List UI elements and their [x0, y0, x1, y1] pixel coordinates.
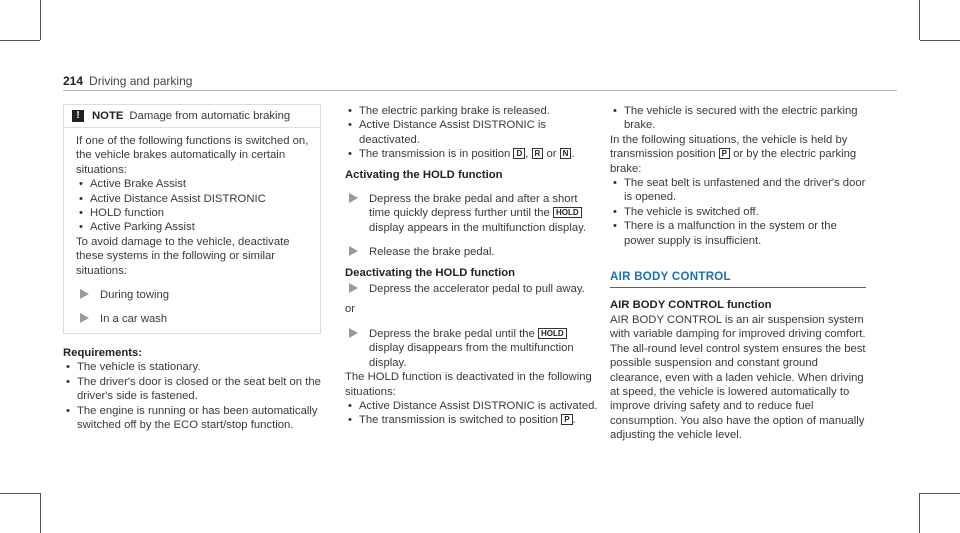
list-item: • The seat belt is unfastened and the driver's door is opened.	[610, 176, 866, 205]
deactivated-intro: The HOLD function is deactivated in the following situations:	[345, 371, 592, 398]
deactivating-step: Depress the brake pedal until the HOLD display disappears from the multifunction display.	[345, 327, 601, 370]
column-1	[63, 104, 321, 432]
arrow-icon	[80, 313, 89, 323]
deactivating-step: Depress the accelerator pedal to pull away.	[345, 282, 601, 296]
section-heading: AIR BODY CONTROL	[610, 270, 866, 288]
requirements-list-cont	[345, 104, 601, 162]
note-step: During towing	[76, 288, 312, 302]
activating-step: Depress the brake pedal and after a short time quickly depress further until the HOLD display appears in the multifunction display.	[345, 192, 601, 235]
crop-mark	[0, 493, 40, 494]
gear-r-icon: R	[532, 148, 544, 159]
list-item: • The vehicle is stationary.	[63, 360, 321, 374]
hold-icon: HOLD	[538, 328, 567, 339]
gear-d-icon: D	[513, 148, 525, 159]
function-text: AIR BODY CONTROL is an air suspension system with variable damping for improved driving comfort. The all-round level control system ensures the best possible suspension and constant ground clearance, even with a laden vehicle. When driving at speed, the vehicle is lowered automatically to improve driving safety and to reduce fuel consumption. You also have the option of manually adjusting the vehicle level.	[610, 313, 866, 442]
list-item: • Active Distance Assist DISTRONIC	[76, 192, 312, 206]
list-item: • The transmission is in position D , R or N .	[345, 147, 601, 161]
list-item: • Active Distance Assist DISTRONIC is activated.	[345, 399, 601, 413]
column-3	[610, 104, 866, 443]
section-title: Driving and parking	[89, 74, 193, 88]
warning-icon: !	[72, 110, 84, 122]
crop-mark	[919, 493, 920, 533]
release-step: Release the brake pedal.	[345, 245, 601, 259]
list-item: • There is a malfunction in the system or the power supply is insufficient.	[610, 219, 866, 248]
crop-mark	[0, 40, 40, 41]
note-body	[64, 128, 320, 333]
list-item: • The electric parking brake is released.	[345, 104, 601, 118]
arrow-icon	[349, 328, 358, 338]
list-item: • The engine is running or has been automatically switched off by the ECO start/stop function.	[63, 404, 321, 433]
crop-mark	[919, 0, 920, 40]
note-box	[63, 104, 321, 334]
gear-p-icon: P	[561, 414, 572, 425]
header-divider	[63, 90, 897, 91]
note-avoid-text: To avoid damage to the vehicle, deactivate these systems in the following or similar situations:	[76, 235, 290, 277]
column-2	[345, 104, 601, 428]
list-item: • Active Distance Assist DISTRONIC is deactivated.	[345, 118, 601, 147]
requirements-list	[63, 360, 321, 432]
crop-mark	[920, 493, 960, 494]
list-item: • The transmission is switched to position P .	[345, 413, 601, 427]
held-text: In the following situations, the vehicle is held by transmission position P or by the electric parking brake:	[610, 133, 857, 175]
hold-icon: HOLD	[553, 207, 582, 218]
crop-mark	[920, 40, 960, 41]
note-function-list	[76, 177, 312, 235]
deactivated-list-cont	[610, 104, 866, 133]
crop-mark	[40, 493, 41, 533]
activating-title: Activating the HOLD function	[345, 168, 503, 181]
gear-p-icon: P	[719, 148, 730, 159]
gear-n-icon: N	[560, 148, 572, 159]
held-list	[610, 176, 866, 248]
list-item: • Active Parking Assist	[76, 220, 312, 234]
crop-mark	[40, 0, 41, 40]
list-item: • The driver's door is closed or the seat belt on the driver's side is fastened.	[63, 375, 321, 404]
list-item: • The vehicle is switched off.	[610, 205, 866, 219]
list-item: • HOLD function	[76, 206, 312, 220]
page-header	[63, 74, 192, 88]
note-intro: If one of the following functions is switched on, the vehicle brakes automatically in certain situations:	[76, 135, 309, 176]
arrow-icon	[349, 246, 358, 256]
deactivating-title: Deactivating the HOLD function	[345, 266, 516, 279]
list-item: • The vehicle is secured with the electric parking brake.	[610, 104, 866, 133]
page-number: 214	[63, 74, 84, 88]
list-item: • Active Brake Assist	[76, 177, 312, 191]
arrow-icon	[349, 193, 358, 203]
function-title: AIR BODY CONTROL function	[610, 299, 772, 312]
arrow-icon	[349, 283, 358, 293]
deactivated-list	[345, 399, 601, 428]
note-header	[64, 105, 320, 128]
or-text: or	[345, 303, 356, 316]
requirements-title: Requirements:	[63, 346, 143, 359]
note-label: NOTE	[92, 109, 124, 122]
note-title: Damage from automatic braking	[129, 109, 291, 122]
note-step: In a car wash	[76, 312, 312, 326]
arrow-icon	[80, 289, 89, 299]
